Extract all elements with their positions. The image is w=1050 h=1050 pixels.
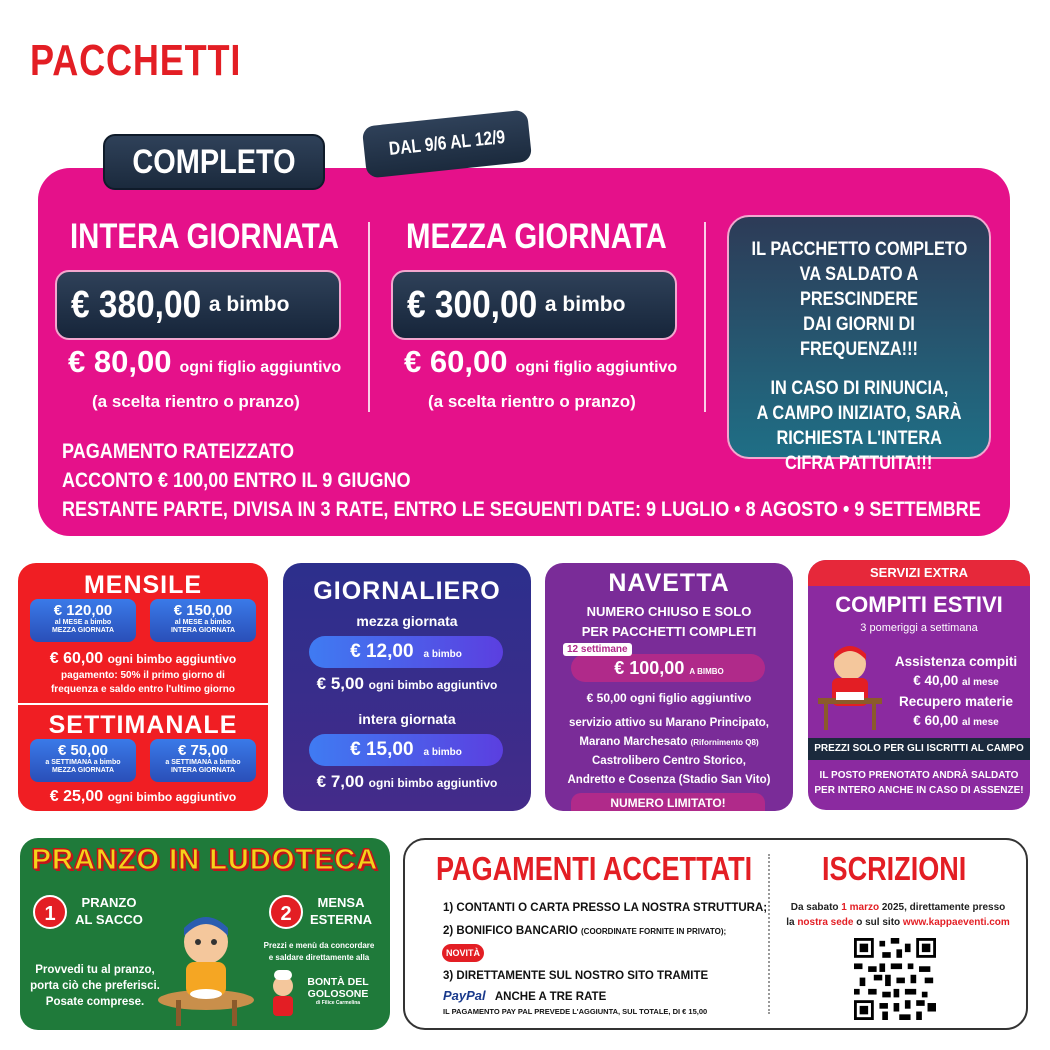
extra-card [808, 560, 1030, 810]
mensile-extra: € 60,00 ogni bimbo aggiuntivo [49, 650, 237, 667]
settimanale-price-mezza: € 50,00 a SETTIMANA a bimbo MEZZA GIORNATA [30, 739, 136, 782]
installment-info: PAGAMENTO RATEIZZATO ACCONTO € 100,00 ENTRO IL 9 GIUGNO RESTANTE PARTE, DIVISA IN 3 RATE, ENTRO LE SEGUENTI DATE: 9 LUGLIO • 8 AGOSTO • 9 SETTEMBRE [62, 440, 981, 521]
completo-tab: COMPLETO [103, 134, 325, 190]
intera-extra: € 80,00 ogni figlio aggiuntivo [68, 344, 342, 379]
golosone-logo: BONTÀ DEL GOLOSONE di Filice Carmelina [307, 976, 369, 1006]
navetta-route: Castrolibero Centro Storico, [592, 755, 746, 767]
giornaliero-card [283, 563, 531, 811]
limited-badge: NUMERO LIMITATO! [571, 793, 765, 811]
mezza-extra: € 5,00 ogni bimbo aggiuntivo [316, 674, 498, 693]
extra-note: PER INTERO ANCHE IN CASO DI ASSENZE! [814, 785, 1024, 796]
iscrizioni-title: ISCRIZIONI [822, 850, 967, 887]
mezza-note: (a scelta rientro o pranzo) [428, 392, 636, 411]
navetta-route: Andretto e Cosenza (Stadio San Vito) [567, 774, 771, 786]
qr-code-icon[interactable] [854, 938, 936, 1020]
mezza-price-pill: € 12,00 a bimbo [309, 636, 503, 668]
extra-label: SERVIZI EXTRA [808, 560, 1030, 586]
pranzo-title: PRANZO IN LUDOTECA [31, 844, 379, 876]
extra-bar: PREZZI SOLO PER GLI ISCRITTI AL CAMPO [808, 738, 1030, 760]
child-lunch-illustration [156, 896, 256, 1026]
mensile-price-mezza: € 120,00 al MESE a bimbo MEZZA GIORNATA [30, 599, 136, 642]
chef-icon [266, 968, 300, 1018]
mezza-title: MEZZA GIORNATA [406, 217, 667, 256]
warning-box: IL PACCHETTO COMPLETO VA SALDATO A PRESCINDERE DAI GIORNI DI FREQUENZA!!! IN CASO DI RINUNCIA, A CAMPO INIZIATO, SARÀ RICHIESTA L'INTERA CIFRA PATTUITA!!! [727, 215, 991, 459]
divider [368, 222, 370, 412]
extra-sub: 3 pomeriggi a settimana [860, 622, 978, 634]
iscrizioni-text: Da sabato 1 marzo 2025, direttamente presso la nostra sede o sul sito www.kappaeventi.com [786, 902, 1010, 928]
divider [18, 703, 268, 705]
settimanale-price-intera: € 75,00 a SETTIMANA a bimbo INTERA GIORNATA [150, 739, 256, 782]
divider [704, 222, 706, 412]
extra-prices: Assistenza compiti € 40,00 al mese Recupero materie € 60,00 al mese [894, 654, 1018, 728]
settimanale-extra: € 25,00 ogni bimbo aggiuntivo [49, 788, 237, 805]
option-2-label: MENSA ESTERNA [309, 895, 373, 927]
paypal-line: PayPal ANCHE A TRE RATE [443, 988, 607, 1003]
dates-badge: DAL 9/6 AL 12/9 [362, 109, 533, 178]
intera-title: INTERA GIORNATA [70, 217, 339, 256]
giornaliero-title: GIORNALIERO [313, 577, 501, 605]
intera-price-pill: € 380,00 a bimbo [55, 270, 341, 340]
mezza-label: mezza giornata [356, 613, 458, 629]
navetta-price: € 100,00 A BIMBO [614, 658, 724, 678]
navetta-extra: € 50,00 ogni figlio aggiuntivo [586, 691, 752, 705]
intera-price-pill: € 15,00 a bimbo [309, 734, 503, 766]
intera-label: intera giornata [358, 711, 456, 727]
option-2-text: Prezzi e menù da concordare e saldare direttamente alla [263, 941, 375, 962]
extra-title: COMPITI ESTIVI [835, 592, 1003, 617]
navetta-card [545, 563, 793, 811]
navetta-route: servizio attivo su Marano Principato, [568, 717, 770, 729]
paypal-logo: PayPal [443, 988, 486, 1003]
paypal-note: IL PAGAMENTO PAY PAL PREVEDE L'AGGIUNTA, SUL TOTALE, DI € 15,00 [443, 1007, 708, 1016]
navetta-route: Marano Marchesato (Rifornimento Q8) [579, 736, 759, 748]
mezza-price-pill: € 300,00 a bimbo [391, 270, 677, 340]
mensile-title: MENSILE [83, 571, 203, 599]
page-title: PACCHETTI [30, 36, 242, 85]
novita-badge: NOVITÀ [442, 944, 484, 962]
navetta-title: NAVETTA [608, 569, 730, 597]
divider [768, 854, 770, 1014]
mezza-extra: € 60,00 ogni figlio aggiuntivo [404, 344, 678, 379]
mensile-note: frequenza e saldo entro l'ultimo giorno [50, 684, 236, 695]
pranzo-card [20, 838, 390, 1030]
weeks-badge: 12 settimane [563, 643, 632, 656]
settimanale-title: SETTIMANALE [48, 711, 238, 739]
payment-item: 1) CONTANTI O CARTA PRESSO LA NOSTRA STRUTTURA; [443, 902, 768, 914]
payment-item: 3) DIRETTAMENTE SUL NOSTRO SITO TRAMITE [443, 970, 709, 982]
mensile-note: pagamento: 50% il primo giorno di [61, 670, 225, 681]
mensile-price-intera: € 150,00 al MESE a bimbo INTERA GIORNATA [150, 599, 256, 642]
option-1-label: PRANZO AL SACCO [75, 895, 143, 927]
payment-item: 2) BONIFICO BANCARIO (COORDINATE FORNITE IN PRIVATO); [443, 925, 727, 937]
option-1-badge: 1 [33, 895, 67, 929]
student-illustration [814, 642, 886, 732]
payments-title: PAGAMENTI ACCETTATI [436, 850, 753, 887]
option-1-text: Provvedi tu al pranzo, porta ciò che preferisci. Posate comprese. [30, 964, 160, 1008]
navetta-sub: NUMERO CHIUSO E SOLO [586, 604, 752, 619]
intera-extra: € 7,00 ogni bimbo aggiuntivo [316, 772, 498, 791]
mensile-card [18, 563, 268, 811]
website-link[interactable]: www.kappaeventi.com [902, 917, 1010, 928]
navetta-sub: PER PACCHETTI COMPLETI [581, 624, 757, 639]
extra-note: IL POSTO PRENOTATO ANDRÀ SALDATO [819, 770, 1019, 781]
option-2-badge: 2 [269, 895, 303, 929]
intera-note: (a scelta rientro o pranzo) [92, 392, 300, 411]
